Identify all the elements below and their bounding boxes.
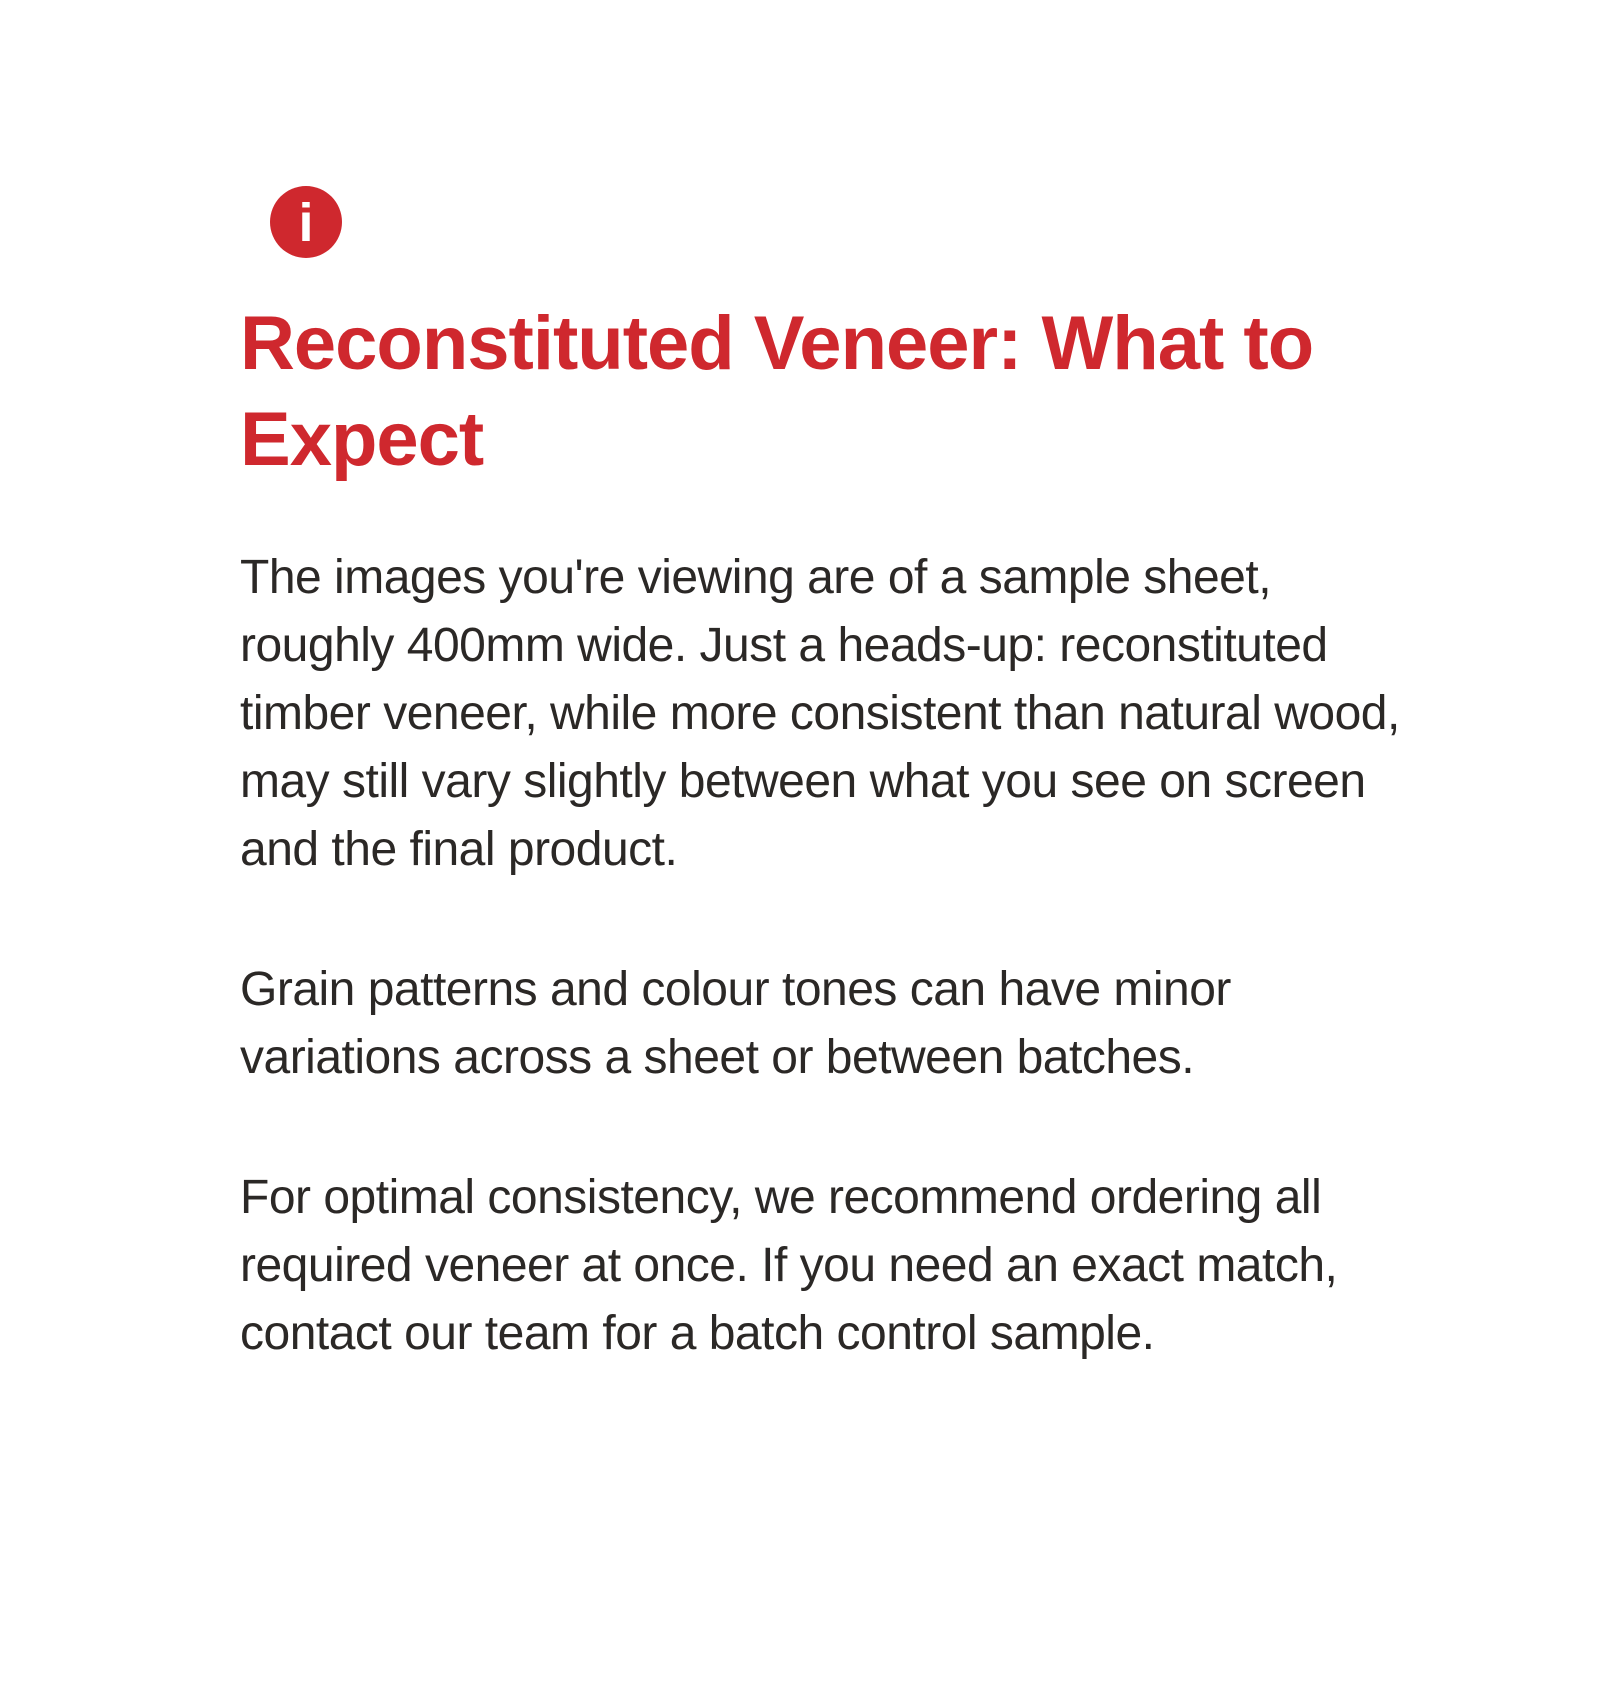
notice-section xyxy=(240,0,1410,1440)
notice-paragraph: Grain patterns and colour tones can have minor variations across a sheet or between batches. xyxy=(240,963,1231,1084)
info-icon-glyph: i xyxy=(298,193,314,253)
info-icon xyxy=(270,186,342,258)
page-title: Reconstituted Veneer: What to Expect xyxy=(240,301,1314,482)
notice-paragraph: For optimal consistency, we recommend ordering all required veneer at once. If you need an exact match, contact our team for a batch control sample. xyxy=(240,1171,1338,1360)
notice-paragraph: The images you're viewing are of a sample sheet, roughly 400mm wide. Just a heads-up: reconstituted timber veneer, while more consistent than natural wood, may still vary slightly between what you see on screen and the final product. xyxy=(240,551,1400,876)
notice-body xyxy=(240,544,1410,1368)
